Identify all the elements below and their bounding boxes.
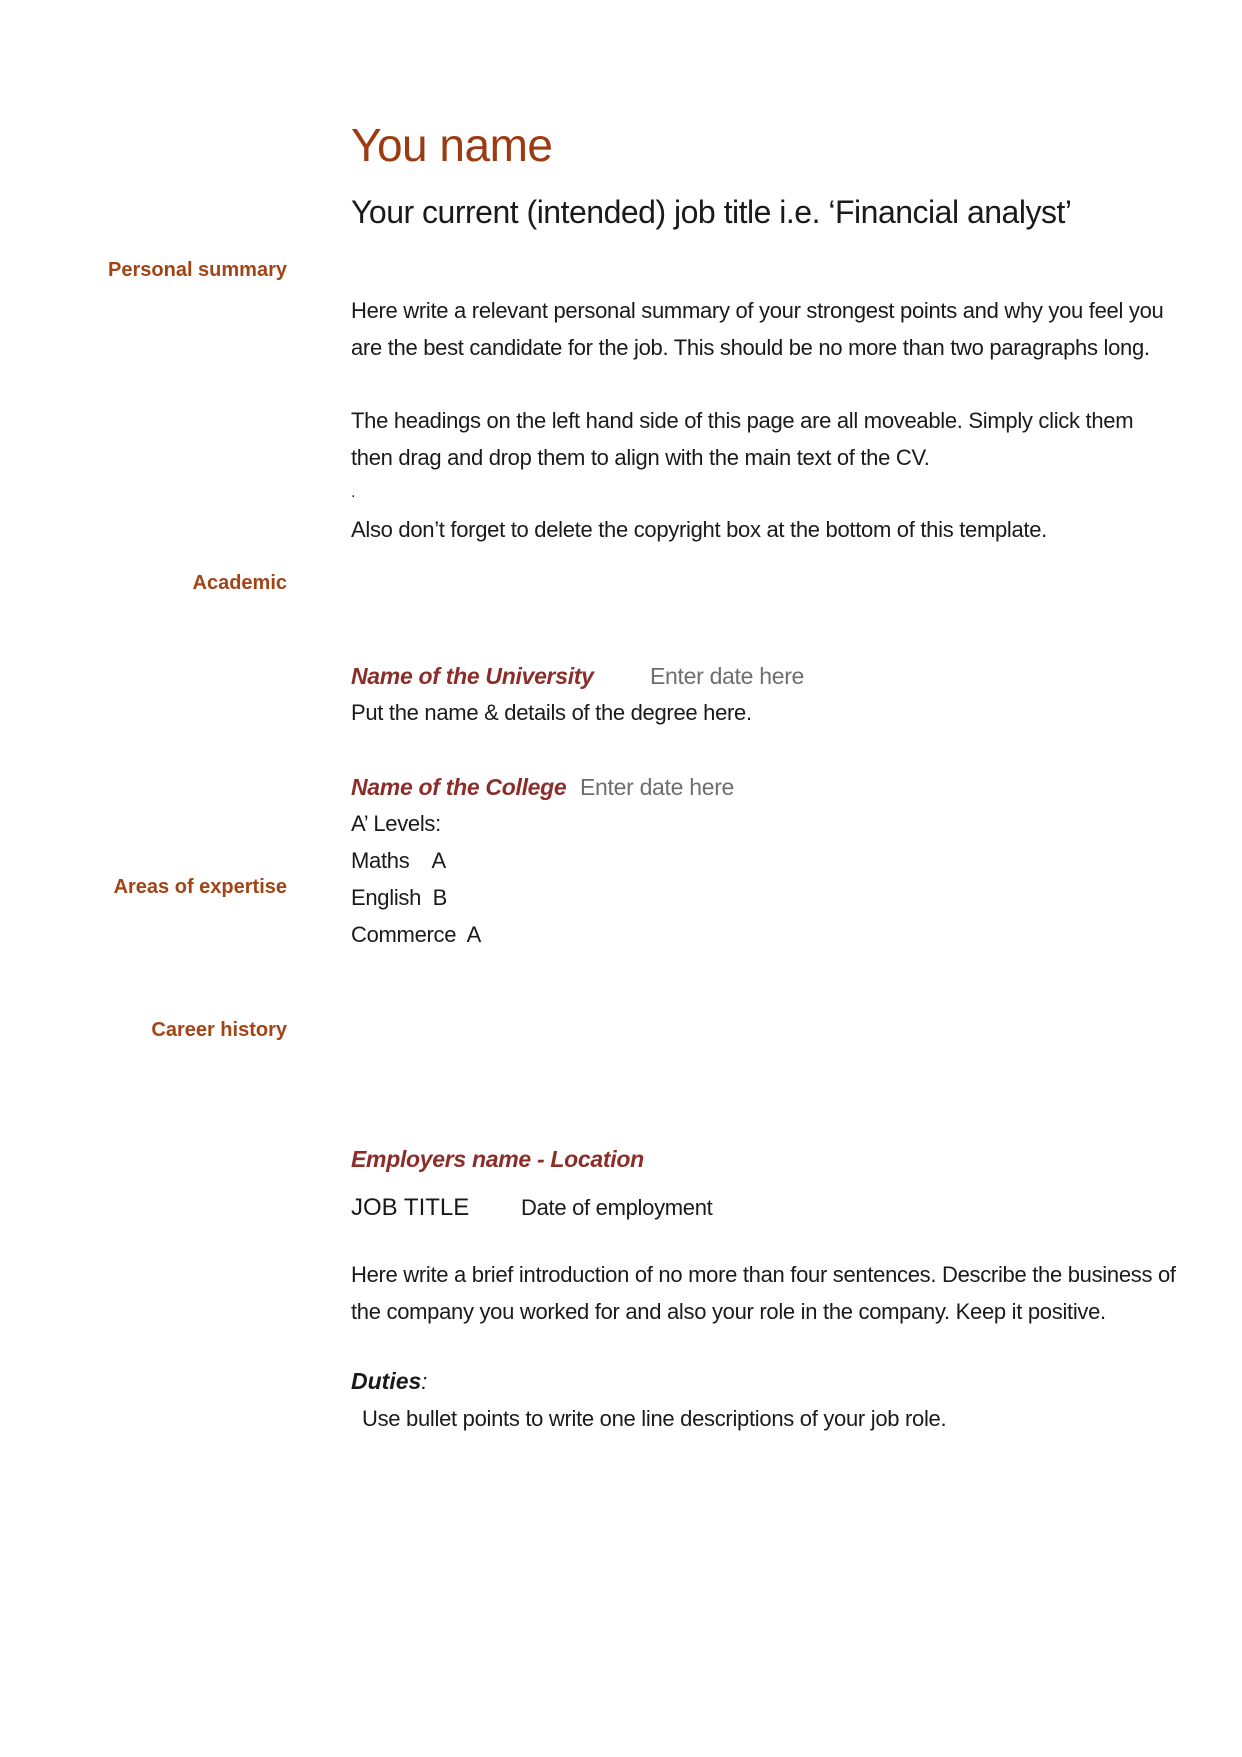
cv-name: You name bbox=[351, 119, 553, 171]
summary-paragraph: Also don’t forget to delete the copyright box at the bottom of this template. bbox=[351, 517, 1047, 542]
a-levels-label: A’ Levels: bbox=[351, 811, 441, 836]
duties-description: Use bullet points to write one line descriptions of your job role. bbox=[362, 1406, 947, 1431]
duties-label: Duties bbox=[351, 1368, 422, 1394]
summary-paragraph: The headings on the left hand side of this page are all moveable. Simply click them then drag and drop them to align with the main text of the CV. bbox=[351, 408, 1134, 470]
stray-dot: . bbox=[351, 484, 356, 501]
heading-areas-of-expertise[interactable]: Areas of expertise bbox=[113, 876, 287, 898]
heading-career-history[interactable]: Career history bbox=[151, 1019, 287, 1041]
university-name: Name of the University bbox=[351, 663, 594, 689]
degree-details: Put the name & details of the degree here. bbox=[351, 700, 752, 725]
grade-row: Maths A bbox=[351, 848, 446, 873]
university-date[interactable]: Enter date here bbox=[650, 663, 805, 689]
heading-personal-summary[interactable]: Personal summary bbox=[108, 259, 287, 281]
grade-row: Commerce A bbox=[351, 922, 481, 947]
cv-job-title: Your current (intended) job title i.e. ‘Financial analyst’ bbox=[351, 194, 1072, 230]
college-name: Name of the College bbox=[351, 774, 567, 800]
college-date[interactable]: Enter date here bbox=[580, 774, 735, 800]
summary-paragraph: Here write a relevant personal summary of your strongest points and why you feel you are the best candidate for the job. This should be no more than two paragraphs long. bbox=[351, 298, 1164, 360]
heading-academic[interactable]: Academic bbox=[192, 572, 287, 594]
grade-row: English B bbox=[351, 885, 448, 910]
career-job-title: JOB TITLE bbox=[351, 1194, 470, 1221]
career-intro: Here write a brief introduction of no more than four sentences. Describe the business of the company you worked for and also your role in the company. Keep it positive. bbox=[351, 1262, 1176, 1324]
duties-heading bbox=[351, 1368, 427, 1395]
employment-date: Date of employment bbox=[521, 1195, 713, 1220]
duties-colon: : bbox=[421, 1369, 428, 1394]
employer-name-location: Employers name - Location bbox=[351, 1146, 644, 1172]
